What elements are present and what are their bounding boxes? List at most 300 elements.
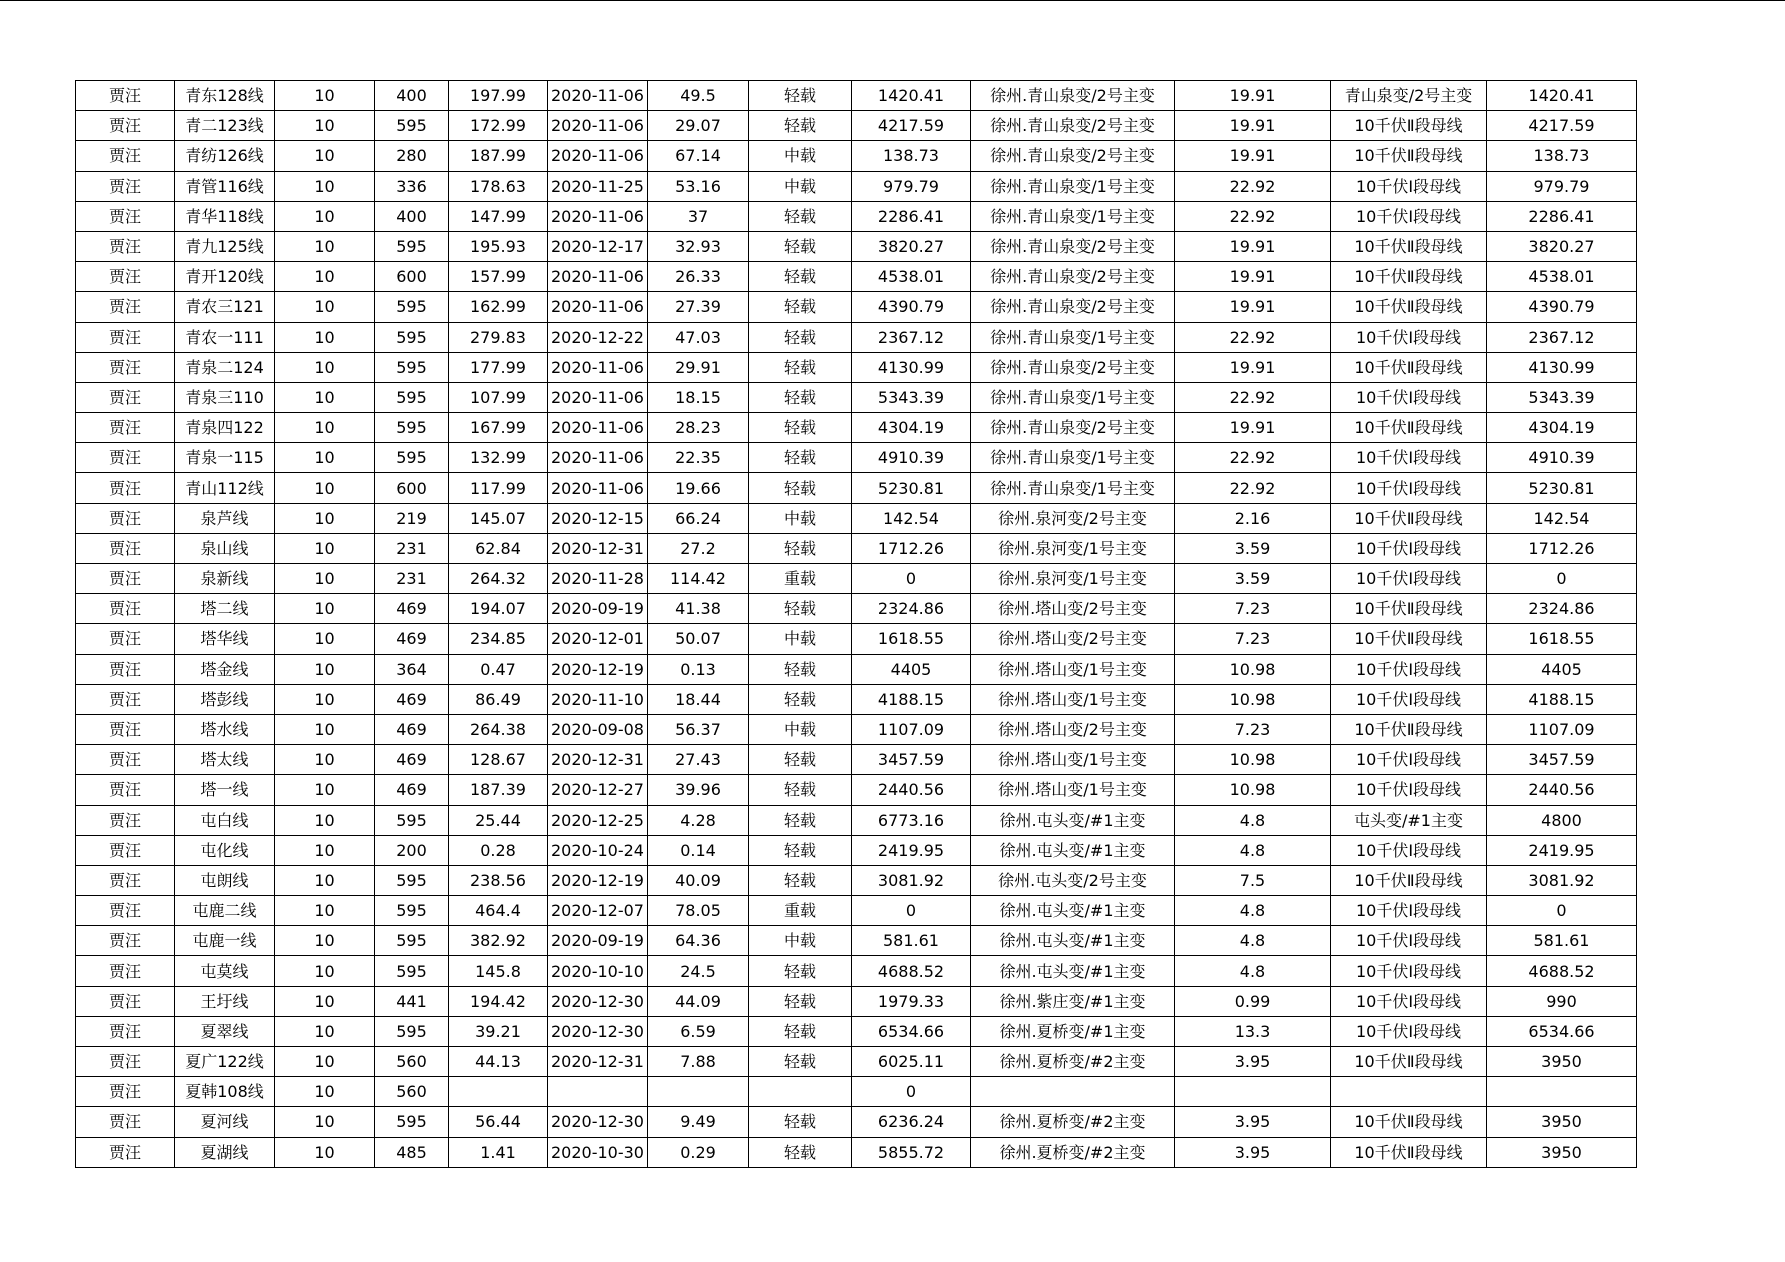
cell-substation-transformer: 徐州.屯头变/2号主变 [971, 865, 1175, 895]
cell-bus-available: 4130.99 [1487, 352, 1637, 382]
cell-bus-available: 2419.95 [1487, 835, 1637, 865]
cell-bus-section: 10千伏Ⅰ段母线 [1331, 926, 1487, 956]
cell-max-load: 197.99 [449, 81, 548, 111]
cell-district: 贾汪 [76, 171, 175, 201]
cell-bus-section: 10千伏Ⅱ段母线 [1331, 1137, 1487, 1167]
cell-load-level: 重载 [749, 564, 852, 594]
cell-available-capacity: 581.61 [852, 926, 971, 956]
cell-bus-section: 10千伏Ⅱ段母线 [1331, 1047, 1487, 1077]
cell-date: 2020-12-30 [548, 986, 648, 1016]
table-row [76, 503, 1637, 533]
cell-available-capacity: 6025.11 [852, 1047, 971, 1077]
cell-date: 2020-12-31 [548, 1047, 648, 1077]
cell-load-rate: 50.07 [648, 624, 749, 654]
cell-bus-available: 4390.79 [1487, 292, 1637, 322]
cell-capacity: 595 [375, 292, 449, 322]
table-row [76, 81, 1637, 111]
cell-capacity: 600 [375, 473, 449, 503]
cell-bus-available: 1618.55 [1487, 624, 1637, 654]
cell-date: 2020-11-06 [548, 262, 648, 292]
cell-max-load: 172.99 [449, 111, 548, 141]
cell-available-capacity: 1107.09 [852, 714, 971, 744]
cell-substation-transformer: 徐州.塔山变/1号主变 [971, 775, 1175, 805]
cell-line-name: 塔金线 [175, 654, 275, 684]
cell-load-rate: 27.2 [648, 533, 749, 563]
cell-voltage: 10 [275, 926, 375, 956]
cell-transformer-margin: 4.8 [1175, 835, 1331, 865]
cell-voltage: 10 [275, 896, 375, 926]
cell-district: 贾汪 [76, 443, 175, 473]
cell-district: 贾汪 [76, 684, 175, 714]
cell-bus-available: 5343.39 [1487, 382, 1637, 412]
cell-transformer-margin: 19.91 [1175, 292, 1331, 322]
cell-voltage: 10 [275, 141, 375, 171]
cell-load-level: 轻载 [749, 775, 852, 805]
cell-available-capacity: 4217.59 [852, 111, 971, 141]
cell-bus-available: 3081.92 [1487, 865, 1637, 895]
cell-voltage: 10 [275, 594, 375, 624]
cell-max-load: 0.47 [449, 654, 548, 684]
cell-line-name: 青山112线 [175, 473, 275, 503]
cell-substation-transformer: 徐州.青山泉变/2号主变 [971, 231, 1175, 261]
table-row [76, 775, 1637, 805]
cell-district: 贾汪 [76, 1077, 175, 1107]
cell-load-rate: 4.28 [648, 805, 749, 835]
cell-max-load: 145.07 [449, 503, 548, 533]
cell-load-level: 轻载 [749, 413, 852, 443]
cell-bus-available: 4405 [1487, 654, 1637, 684]
cell-substation-transformer: 徐州.青山泉变/1号主变 [971, 201, 1175, 231]
cell-bus-available: 990 [1487, 986, 1637, 1016]
cell-available-capacity: 5343.39 [852, 382, 971, 412]
cell-bus-available: 6534.66 [1487, 1016, 1637, 1046]
cell-bus-available: 2324.86 [1487, 594, 1637, 624]
cell-load-rate: 56.37 [648, 714, 749, 744]
cell-transformer-margin: 4.8 [1175, 956, 1331, 986]
table-row [76, 865, 1637, 895]
cell-bus-section: 10千伏Ⅰ段母线 [1331, 956, 1487, 986]
cell-line-name: 青泉三110 [175, 382, 275, 412]
cell-bus-available: 142.54 [1487, 503, 1637, 533]
cell-load-rate: 32.93 [648, 231, 749, 261]
cell-capacity: 469 [375, 684, 449, 714]
cell-load-level: 轻载 [749, 1016, 852, 1046]
cell-date: 2020-11-06 [548, 292, 648, 322]
cell-capacity: 469 [375, 594, 449, 624]
cell-line-name: 塔华线 [175, 624, 275, 654]
cell-load-level: 重载 [749, 896, 852, 926]
cell-line-name: 青九125线 [175, 231, 275, 261]
cell-bus-available: 0 [1487, 896, 1637, 926]
cell-capacity: 441 [375, 986, 449, 1016]
cell-load-level: 轻载 [749, 865, 852, 895]
cell-substation-transformer: 徐州.塔山变/1号主变 [971, 684, 1175, 714]
cell-bus-available: 1107.09 [1487, 714, 1637, 744]
cell-load-level: 轻载 [749, 684, 852, 714]
cell-substation-transformer: 徐州.青山泉变/1号主变 [971, 473, 1175, 503]
cell-bus-section: 10千伏Ⅰ段母线 [1331, 473, 1487, 503]
cell-substation-transformer: 徐州.屯头变/#1主变 [971, 926, 1175, 956]
cell-substation-transformer: 徐州.青山泉变/2号主变 [971, 352, 1175, 382]
cell-substation-transformer [971, 1077, 1175, 1107]
cell-load-rate: 22.35 [648, 443, 749, 473]
cell-bus-available: 3457.59 [1487, 745, 1637, 775]
cell-transformer-margin: 19.91 [1175, 262, 1331, 292]
table-row [76, 322, 1637, 352]
cell-available-capacity: 2419.95 [852, 835, 971, 865]
cell-line-name: 塔水线 [175, 714, 275, 744]
cell-bus-available: 2440.56 [1487, 775, 1637, 805]
cell-bus-section: 10千伏Ⅰ段母线 [1331, 382, 1487, 412]
cell-line-name: 泉山线 [175, 533, 275, 563]
cell-district: 贾汪 [76, 1107, 175, 1137]
cell-bus-available: 1712.26 [1487, 533, 1637, 563]
cell-district: 贾汪 [76, 382, 175, 412]
cell-load-level: 轻载 [749, 322, 852, 352]
table-row [76, 201, 1637, 231]
cell-capacity: 469 [375, 624, 449, 654]
cell-voltage: 10 [275, 624, 375, 654]
cell-capacity: 595 [375, 1016, 449, 1046]
cell-district: 贾汪 [76, 81, 175, 111]
cell-district: 贾汪 [76, 775, 175, 805]
cell-bus-section: 10千伏Ⅱ段母线 [1331, 624, 1487, 654]
cell-max-load: 147.99 [449, 201, 548, 231]
cell-transformer-margin: 22.92 [1175, 443, 1331, 473]
cell-date: 2020-11-06 [548, 473, 648, 503]
cell-max-load: 25.44 [449, 805, 548, 835]
table-row [76, 896, 1637, 926]
cell-date: 2020-11-06 [548, 81, 648, 111]
cell-district: 贾汪 [76, 896, 175, 926]
cell-capacity: 219 [375, 503, 449, 533]
cell-district: 贾汪 [76, 654, 175, 684]
cell-date: 2020-11-06 [548, 201, 648, 231]
cell-bus-section: 10千伏Ⅰ段母线 [1331, 171, 1487, 201]
cell-district: 贾汪 [76, 473, 175, 503]
cell-available-capacity: 1712.26 [852, 533, 971, 563]
cell-line-name: 塔一线 [175, 775, 275, 805]
cell-bus-section [1331, 1077, 1487, 1107]
cell-voltage: 10 [275, 684, 375, 714]
cell-transformer-margin: 0.99 [1175, 986, 1331, 1016]
table-row [76, 141, 1637, 171]
cell-district: 贾汪 [76, 564, 175, 594]
cell-available-capacity: 5855.72 [852, 1137, 971, 1167]
cell-load-rate: 67.14 [648, 141, 749, 171]
cell-line-name: 夏河线 [175, 1107, 275, 1137]
cell-bus-section: 10千伏Ⅰ段母线 [1331, 986, 1487, 1016]
cell-date: 2020-11-06 [548, 111, 648, 141]
cell-substation-transformer: 徐州.青山泉变/2号主变 [971, 111, 1175, 141]
cell-bus-available: 3950 [1487, 1107, 1637, 1137]
cell-available-capacity: 4910.39 [852, 443, 971, 473]
cell-available-capacity: 4688.52 [852, 956, 971, 986]
cell-load-level: 轻载 [749, 201, 852, 231]
cell-date: 2020-12-27 [548, 775, 648, 805]
cell-voltage: 10 [275, 231, 375, 261]
cell-max-load: 44.13 [449, 1047, 548, 1077]
cell-load-rate: 0.29 [648, 1137, 749, 1167]
cell-available-capacity: 979.79 [852, 171, 971, 201]
cell-transformer-margin: 13.3 [1175, 1016, 1331, 1046]
cell-load-rate: 49.5 [648, 81, 749, 111]
cell-max-load: 464.4 [449, 896, 548, 926]
cell-capacity: 595 [375, 322, 449, 352]
table-row [76, 624, 1637, 654]
cell-max-load: 264.38 [449, 714, 548, 744]
cell-transformer-margin: 19.91 [1175, 141, 1331, 171]
cell-voltage: 10 [275, 986, 375, 1016]
cell-max-load: 178.63 [449, 171, 548, 201]
cell-substation-transformer: 徐州.青山泉变/1号主变 [971, 171, 1175, 201]
cell-capacity: 469 [375, 775, 449, 805]
cell-transformer-margin: 19.91 [1175, 413, 1331, 443]
cell-transformer-margin: 3.95 [1175, 1107, 1331, 1137]
cell-substation-transformer: 徐州.塔山变/2号主变 [971, 624, 1175, 654]
cell-transformer-margin: 7.23 [1175, 624, 1331, 654]
cell-district: 贾汪 [76, 322, 175, 352]
cell-available-capacity: 2324.86 [852, 594, 971, 624]
cell-line-name: 青泉四122 [175, 413, 275, 443]
cell-substation-transformer: 徐州.夏桥变/#2主变 [971, 1137, 1175, 1167]
table-row [76, 171, 1637, 201]
table-row [76, 352, 1637, 382]
cell-capacity: 469 [375, 745, 449, 775]
cell-substation-transformer: 徐州.屯头变/#1主变 [971, 835, 1175, 865]
cell-line-name: 泉芦线 [175, 503, 275, 533]
cell-bus-section: 10千伏Ⅰ段母线 [1331, 835, 1487, 865]
cell-bus-section: 10千伏Ⅰ段母线 [1331, 322, 1487, 352]
cell-transformer-margin: 7.23 [1175, 594, 1331, 624]
cell-district: 贾汪 [76, 594, 175, 624]
table-row [76, 292, 1637, 322]
cell-available-capacity: 0 [852, 1077, 971, 1107]
cell-max-load: 187.39 [449, 775, 548, 805]
cell-transformer-margin: 2.16 [1175, 503, 1331, 533]
cell-max-load: 194.07 [449, 594, 548, 624]
cell-available-capacity: 4538.01 [852, 262, 971, 292]
cell-line-name: 夏湖线 [175, 1137, 275, 1167]
cell-capacity: 595 [375, 1107, 449, 1137]
cell-substation-transformer: 徐州.塔山变/1号主变 [971, 745, 1175, 775]
cell-line-name: 青泉一115 [175, 443, 275, 473]
cell-load-rate: 39.96 [648, 775, 749, 805]
cell-load-level: 轻载 [749, 956, 852, 986]
cell-max-load: 86.49 [449, 684, 548, 714]
cell-capacity: 595 [375, 926, 449, 956]
cell-transformer-margin: 22.92 [1175, 322, 1331, 352]
cell-bus-available: 1420.41 [1487, 81, 1637, 111]
cell-max-load: 132.99 [449, 443, 548, 473]
cell-load-rate: 29.07 [648, 111, 749, 141]
cell-load-rate: 114.42 [648, 564, 749, 594]
cell-load-level: 轻载 [749, 835, 852, 865]
cell-load-level: 中载 [749, 926, 852, 956]
cell-max-load: 382.92 [449, 926, 548, 956]
cell-date: 2020-12-30 [548, 1016, 648, 1046]
cell-load-level: 轻载 [749, 473, 852, 503]
cell-load-level: 轻载 [749, 533, 852, 563]
cell-transformer-margin: 3.59 [1175, 564, 1331, 594]
cell-line-name: 塔二线 [175, 594, 275, 624]
cell-bus-available: 2286.41 [1487, 201, 1637, 231]
cell-line-name: 屯莫线 [175, 956, 275, 986]
cell-bus-available: 581.61 [1487, 926, 1637, 956]
cell-district: 贾汪 [76, 111, 175, 141]
cell-load-level: 轻载 [749, 262, 852, 292]
cell-available-capacity: 0 [852, 564, 971, 594]
cell-voltage: 10 [275, 1137, 375, 1167]
cell-transformer-margin: 7.23 [1175, 714, 1331, 744]
cell-date: 2020-12-25 [548, 805, 648, 835]
cell-district: 贾汪 [76, 533, 175, 563]
cell-line-name: 青纺126线 [175, 141, 275, 171]
cell-date: 2020-11-25 [548, 171, 648, 201]
cell-voltage: 10 [275, 775, 375, 805]
cell-available-capacity: 4188.15 [852, 684, 971, 714]
cell-load-rate: 78.05 [648, 896, 749, 926]
cell-transformer-margin: 3.95 [1175, 1137, 1331, 1167]
cell-available-capacity: 4304.19 [852, 413, 971, 443]
cell-available-capacity: 2440.56 [852, 775, 971, 805]
cell-available-capacity: 6773.16 [852, 805, 971, 835]
cell-date: 2020-12-19 [548, 654, 648, 684]
cell-district: 贾汪 [76, 714, 175, 744]
cell-line-name: 塔太线 [175, 745, 275, 775]
cell-bus-section: 10千伏Ⅱ段母线 [1331, 1107, 1487, 1137]
cell-substation-transformer: 徐州.青山泉变/2号主变 [971, 262, 1175, 292]
table-row [76, 413, 1637, 443]
cell-load-level: 轻载 [749, 805, 852, 835]
cell-transformer-margin: 4.8 [1175, 896, 1331, 926]
cell-available-capacity: 1618.55 [852, 624, 971, 654]
cell-date: 2020-10-30 [548, 1137, 648, 1167]
cell-voltage: 10 [275, 714, 375, 744]
cell-load-rate: 27.39 [648, 292, 749, 322]
cell-load-rate: 40.09 [648, 865, 749, 895]
cell-available-capacity: 5230.81 [852, 473, 971, 503]
cell-transformer-margin: 4.8 [1175, 805, 1331, 835]
table-row [76, 956, 1637, 986]
cell-max-load: 128.67 [449, 745, 548, 775]
cell-max-load: 157.99 [449, 262, 548, 292]
cell-substation-transformer: 徐州.青山泉变/1号主变 [971, 382, 1175, 412]
cell-district: 贾汪 [76, 624, 175, 654]
table-row [76, 684, 1637, 714]
cell-line-name: 屯鹿一线 [175, 926, 275, 956]
cell-capacity: 400 [375, 201, 449, 231]
cell-load-rate: 47.03 [648, 322, 749, 352]
cell-line-name: 屯白线 [175, 805, 275, 835]
cell-max-load: 145.8 [449, 956, 548, 986]
cell-voltage: 10 [275, 262, 375, 292]
cell-capacity: 231 [375, 564, 449, 594]
cell-max-load: 62.84 [449, 533, 548, 563]
cell-max-load: 162.99 [449, 292, 548, 322]
table-row [76, 564, 1637, 594]
cell-substation-transformer: 徐州.屯头变/#1主变 [971, 956, 1175, 986]
cell-district: 贾汪 [76, 503, 175, 533]
cell-bus-section: 10千伏Ⅱ段母线 [1331, 413, 1487, 443]
cell-bus-available: 0 [1487, 564, 1637, 594]
cell-transformer-margin: 19.91 [1175, 81, 1331, 111]
cell-bus-section: 10千伏Ⅰ段母线 [1331, 896, 1487, 926]
cell-load-level: 轻载 [749, 1107, 852, 1137]
cell-substation-transformer: 徐州.泉河变/1号主变 [971, 533, 1175, 563]
cell-transformer-margin: 22.92 [1175, 201, 1331, 231]
cell-available-capacity: 1420.41 [852, 81, 971, 111]
cell-bus-section: 10千伏Ⅰ段母线 [1331, 654, 1487, 684]
cell-bus-available: 4688.52 [1487, 956, 1637, 986]
cell-substation-transformer: 徐州.泉河变/1号主变 [971, 564, 1175, 594]
cell-voltage: 10 [275, 1077, 375, 1107]
cell-max-load: 39.21 [449, 1016, 548, 1046]
cell-available-capacity: 138.73 [852, 141, 971, 171]
cell-bus-available: 4800 [1487, 805, 1637, 835]
cell-bus-section: 10千伏Ⅱ段母线 [1331, 594, 1487, 624]
cell-district: 贾汪 [76, 262, 175, 292]
cell-line-name: 青二123线 [175, 111, 275, 141]
cell-substation-transformer: 徐州.青山泉变/2号主变 [971, 141, 1175, 171]
cell-load-rate: 18.44 [648, 684, 749, 714]
cell-transformer-margin: 22.92 [1175, 382, 1331, 412]
cell-load-rate: 19.66 [648, 473, 749, 503]
cell-line-name: 青农一111 [175, 322, 275, 352]
cell-voltage: 10 [275, 1107, 375, 1137]
table-row [76, 1137, 1637, 1167]
cell-line-name: 塔彭线 [175, 684, 275, 714]
cell-available-capacity: 3081.92 [852, 865, 971, 895]
cell-substation-transformer: 徐州.塔山变/2号主变 [971, 594, 1175, 624]
cell-line-name: 夏翠线 [175, 1016, 275, 1046]
cell-voltage: 10 [275, 956, 375, 986]
cell-capacity: 595 [375, 231, 449, 261]
cell-district: 贾汪 [76, 201, 175, 231]
cell-line-name: 青东128线 [175, 81, 275, 111]
cell-load-level: 轻载 [749, 1047, 852, 1077]
cell-district: 贾汪 [76, 956, 175, 986]
cell-district: 贾汪 [76, 926, 175, 956]
cell-bus-available: 5230.81 [1487, 473, 1637, 503]
cell-substation-transformer: 徐州.夏桥变/#2主变 [971, 1047, 1175, 1077]
cell-max-load: 279.83 [449, 322, 548, 352]
cell-load-rate: 9.49 [648, 1107, 749, 1137]
cell-max-load: 264.32 [449, 564, 548, 594]
cell-date: 2020-12-31 [548, 745, 648, 775]
cell-load-level: 轻载 [749, 81, 852, 111]
cell-line-name: 屯朗线 [175, 865, 275, 895]
cell-district: 贾汪 [76, 1047, 175, 1077]
cell-bus-section: 青山泉变/2号主变 [1331, 81, 1487, 111]
cell-voltage: 10 [275, 564, 375, 594]
cell-voltage: 10 [275, 865, 375, 895]
cell-load-rate: 0.13 [648, 654, 749, 684]
cell-capacity: 364 [375, 654, 449, 684]
cell-date: 2020-12-19 [548, 865, 648, 895]
cell-voltage: 10 [275, 413, 375, 443]
cell-date: 2020-09-19 [548, 594, 648, 624]
cell-transformer-margin: 22.92 [1175, 171, 1331, 201]
cell-load-level: 轻载 [749, 1137, 852, 1167]
cell-bus-available: 979.79 [1487, 171, 1637, 201]
cell-load-level: 中载 [749, 171, 852, 201]
cell-voltage: 10 [275, 81, 375, 111]
cell-bus-section: 10千伏Ⅱ段母线 [1331, 231, 1487, 261]
cell-load-rate: 28.23 [648, 413, 749, 443]
cell-date: 2020-12-07 [548, 896, 648, 926]
table-row [76, 473, 1637, 503]
